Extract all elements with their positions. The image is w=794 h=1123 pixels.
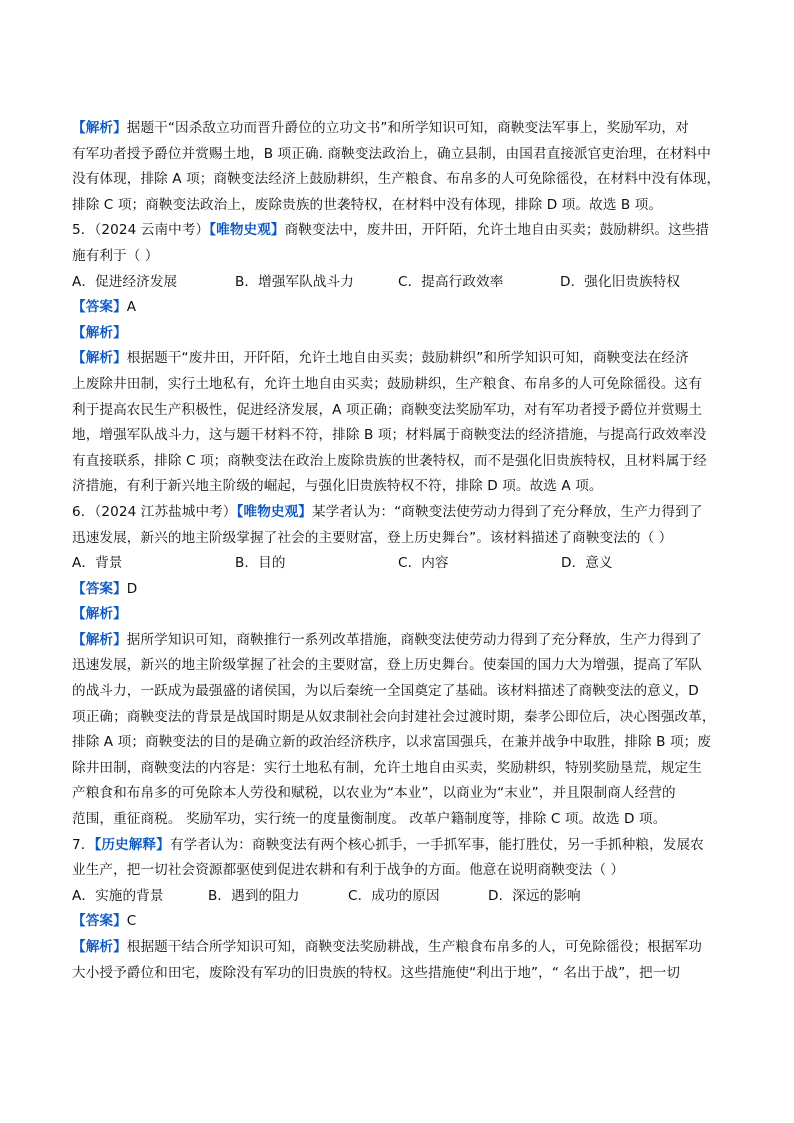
q6-answer: 【答案】D — [72, 580, 138, 597]
q5-analysis-line-1: 【解析】根据题干“废井田，开阡陌，允许土地自由买卖；鼓励耕织”和所学知识可知，商鞅变法在经济 — [72, 350, 689, 367]
q6-analysis-line-8: 范围，重征商税。 奖励军功，实行统一的度量衡制度。 改革户籍制度等，排除 C 项。故选 D 项。 — [72, 811, 667, 828]
q7-answer: 【答案】C — [72, 913, 137, 930]
q6-stem-line-1: 6．（2024 江苏盐城中考）【唯物史观】某学者认为：“商鞅变法使劳动力得到了充分释放，生产力得到了 — [72, 503, 703, 520]
q6-analysis-line-1: 【解析】据所学知识可知，商鞅推行一系列改革措施，商鞅变法使劳动力得到了充分释放，生产力得到了 — [72, 631, 702, 648]
q4-analysis-line-1: 【解析】据题干“因杀敌立功而晋升爵位的立功文书”和所学知识可知，商鞅变法军事上，奖励军功，对 — [72, 120, 689, 136]
q5-analysis-line-3: 利于提高农民生产积极性，促进经济发展，A 项正确；商鞅变法奖励军功，对有军功者授予爵位并赏赐土 — [72, 401, 703, 418]
q5-analysis-line-2: 上废除井田制，实行土地私有，允许土地自由买卖；鼓励耕织，生产粮食、布帛多的人可免除徭役。这有 — [72, 375, 702, 392]
q7-analysis-line-2: 大小授予爵位和田宅，废除没有军功的旧贵族的特权。这些措施使“利出于地”，“ 名出于战”，把一切 — [72, 964, 681, 981]
q7-stem-line-1: 7．【历史解释】有学者认为：商鞅变法有两个核心抓手，一手抓军事，能打胜仗，另一手抓种粮，发展农 — [72, 836, 704, 853]
q6-category-tag: 【唯物史观】 — [236, 503, 312, 520]
q7-option-c: C．成功的原因 — [348, 887, 440, 904]
q5-analysis-line-4: 地，增强军队战斗力，这与题干材料不符，排除 B 项；材料属于商鞅变法的经济措施，与提高行政效率没 — [72, 427, 707, 444]
q6-analysis-line-2: 迅速发展，新兴的地主阶级掌握了社会的主要财富，登上历史舞台。使秦国的国力大为增强，提高了军队 — [72, 657, 702, 674]
q5-category-tag: 【唯物史观】 — [209, 222, 285, 239]
q6-options — [72, 551, 724, 577]
q6-option-c: C．内容 — [398, 555, 449, 572]
q6-option-b: B．目的 — [235, 555, 286, 572]
q6-analysis-line-4: 项正确；商鞅变法的背景是战国时期是从奴隶制社会向封建社会过渡时期，秦孝公即位后，决心图强改革， — [72, 708, 716, 725]
q5-stem-line-1: 5．（2024 云南中考）【唯物史观】商鞅变法中，废井田，开阡陌，允许土地自由买卖；鼓励耕织。这些措 — [72, 222, 710, 239]
q5-analysis-line-6: 济措施，有利于新兴地主阶级的崛起，与强化旧贵族特权不符，排除 D 项。故选 A 项。 — [72, 478, 603, 495]
q5-stem-line-2: 施有利于（ ） — [72, 247, 159, 264]
q4-analysis-line-3: 没有体现，排除 A 项；商鞅变法经济上鼓励耕织，生产粮食、布帛多的人可免除徭役，在材料中没有体现， — [72, 171, 721, 188]
q7-category-tag: 【历史解释】 — [94, 836, 170, 853]
q5-option-c: C．提高行政效率 — [398, 273, 504, 290]
q7-option-d: D．深远的影响 — [488, 887, 581, 904]
q5-options — [72, 270, 724, 296]
q6-analysis-line-3: 的战斗力，一跃成为最强盛的诸侯国，为以后秦统一全国奠定了基础。该材料描述了商鞅变法的意义，D — [72, 683, 699, 700]
analysis-tag: 【解析】 — [72, 120, 127, 136]
q5-option-d: D．强化旧贵族特权 — [560, 273, 681, 290]
q7-options — [72, 884, 724, 910]
q5-option-a: A．促进经济发展 — [72, 273, 178, 290]
q5-answer: 【答案】A — [72, 299, 137, 316]
q5-analysis-line-5: 有直接联系，排除 C 项；商鞅变法在政治上废除贵族的世袭特权，而不是强化旧贵族特权，且材料属于经 — [72, 452, 707, 469]
q6-analysis-line-5: 排除 A 项；商鞅变法的目的是确立新的政治经济秩序，以求富国强兵，在兼并战争中取胜，排除 B 项；废 — [72, 734, 712, 751]
q6-stem-line-2: 迅速发展，新兴的地主阶级掌握了社会的主要财富，登上历史舞台”。该材料描述了商鞅变法的（ ） — [72, 529, 673, 546]
q7-option-b: B．遇到的阻力 — [208, 887, 300, 904]
q7-option-a: A．实施的背景 — [72, 887, 164, 904]
q6-analysis-heading: 【解析】 — [72, 606, 127, 623]
q4-analysis-line-2: 有军功者授予爵位并赏赐土地，B 项正确. 商鞅变法政治上，确立县制，由国君直接派官吏治理，在材料中 — [72, 145, 711, 162]
q7-stem-line-2: 业生产，把一切社会资源都驱使到促进农耕和有利于战争的方面。他意在说明商鞅变法（ ） — [72, 862, 625, 879]
q6-analysis-line-7: 产粮食和布帛多的可免除本人劳役和赋税，以农业为“本业”，以商业为“末业”，并且限制商人经营的 — [72, 785, 676, 802]
page-content — [72, 116, 724, 986]
q6-option-d: D．意义 — [561, 555, 613, 572]
q5-option-b: B．增强军队战斗力 — [235, 273, 354, 290]
q5-analysis-heading: 【解析】 — [72, 324, 127, 341]
q7-analysis-line-1: 【解析】根据题干结合所学知识可知，商鞅变法奖励耕战，生产粮食布帛多的人，可免除徭役；根据军功 — [72, 939, 702, 955]
q6-option-a: A．背景 — [72, 555, 123, 572]
q4-analysis-line-4: 排除 C 项；商鞅变法政治上，废除贵族的世袭特权，在材料中没有体现，排除 D 项。故选 B 项。 — [72, 196, 663, 213]
q6-analysis-line-6: 除井田制，商鞅变法的内容是：实行土地私有制，允许土地自由买卖，奖励耕织，特别奖励垦荒，规定生 — [72, 759, 702, 776]
